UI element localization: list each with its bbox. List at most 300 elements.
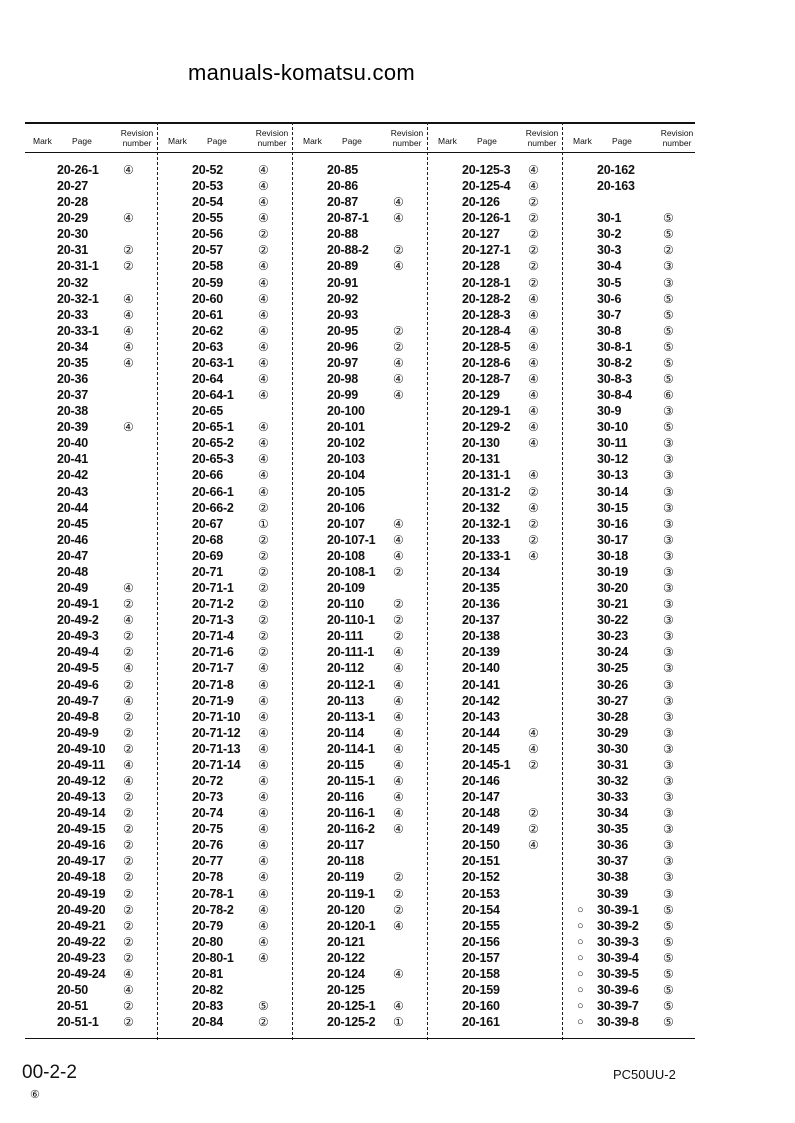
page-cell: 20-160: [462, 999, 500, 1014]
revision-cell: ④: [393, 709, 404, 724]
header-page: Page: [342, 136, 362, 146]
revision-cell: ⑥: [663, 388, 674, 403]
table-row: [160, 934, 295, 950]
mark-cell: ○: [577, 919, 584, 932]
table-row: [25, 837, 160, 853]
page-cell: 20-64: [192, 372, 223, 387]
revision-cell: ④: [393, 548, 404, 563]
page-cell: 20-120-1: [327, 918, 376, 933]
revision-cell: ④: [258, 870, 269, 885]
page-cell: 20-129: [462, 388, 500, 403]
revision-cell: ③: [663, 838, 674, 853]
table-row: [295, 853, 430, 869]
page-cell: 30-39-8: [597, 1015, 639, 1030]
table-row: [295, 950, 430, 966]
revision-cell: ③: [663, 532, 674, 547]
table-row: [295, 484, 430, 500]
table-row: [430, 741, 565, 757]
table-row: [565, 982, 700, 998]
page-cell: 20-35: [57, 355, 88, 370]
revision-cell: ④: [258, 757, 269, 772]
table-row: [565, 998, 700, 1014]
page-cell: 20-162: [597, 163, 635, 177]
page-cell: 20-29: [57, 211, 88, 226]
page-cell: 20-120: [327, 902, 365, 917]
header-page: Page: [207, 136, 227, 146]
table-row: [25, 886, 160, 902]
table-row: [565, 612, 700, 628]
table-row: [565, 403, 700, 419]
page-cell: 20-49-15: [57, 822, 106, 837]
page-cell: 20-81: [192, 966, 223, 981]
table-row: [565, 210, 700, 226]
table-row: [25, 355, 160, 371]
revision-cell: ②: [528, 484, 539, 499]
revision-cell: ④: [258, 339, 269, 354]
page-cell: 20-138: [462, 629, 500, 644]
table-row: [565, 725, 700, 741]
revision-cell: ④: [258, 677, 269, 692]
table-row: [295, 387, 430, 403]
table-row: [295, 789, 430, 805]
table-row: [25, 387, 160, 403]
table-row: [565, 660, 700, 676]
page-cell: 20-107: [327, 516, 365, 531]
table-row: [565, 869, 700, 885]
page-cell: 20-124: [327, 966, 365, 981]
header-revision-line2: number: [527, 138, 557, 148]
table-row: [25, 435, 160, 451]
revision-cell: ②: [393, 564, 404, 579]
page-cell: 20-154: [462, 902, 500, 917]
page-number: 00-2-2: [22, 1062, 77, 1083]
revision-cell: ③: [663, 741, 674, 756]
revision-cell: ④: [258, 854, 269, 869]
revision-cell: ②: [528, 532, 539, 547]
table-row: [430, 210, 565, 226]
revision-cell: ③: [663, 581, 674, 596]
revision-cell: ④: [528, 323, 539, 338]
page-cell: 20-145: [462, 741, 500, 756]
page-cell: 20-71-2: [192, 597, 234, 612]
revision-cell: ②: [528, 227, 539, 242]
header-revision: [385, 128, 429, 148]
page-cell: 30-27: [597, 693, 628, 708]
page-cell: 20-71-4: [192, 629, 234, 644]
table-row: [565, 484, 700, 500]
page-cell: 30-32: [597, 773, 628, 788]
page-cell: 30-2: [597, 227, 622, 242]
revision-cell: ④: [123, 757, 134, 772]
table-row: [565, 467, 700, 483]
page-cell: 20-78: [192, 870, 223, 885]
table-row: [160, 660, 295, 676]
revision-cell: ③: [663, 757, 674, 772]
table-row: [565, 1014, 700, 1030]
page-cell: 20-153: [462, 886, 500, 901]
page-cell: 20-106: [327, 500, 365, 515]
page-cell: 20-156: [462, 934, 500, 949]
table-row: [295, 291, 430, 307]
table-row: [430, 355, 565, 371]
revision-cell: ①: [258, 516, 269, 531]
revision-cell: ②: [528, 757, 539, 772]
table-row: [160, 419, 295, 435]
table-row: [160, 307, 295, 323]
page-cell: 20-133-1: [462, 548, 511, 563]
table-row: [160, 580, 295, 596]
page-cell: 20-122: [327, 950, 365, 965]
revision-cell: ②: [123, 645, 134, 660]
page-cell: 20-56: [192, 227, 223, 242]
page-cell: 30-39-7: [597, 999, 639, 1014]
header-bottom-rule: [25, 152, 695, 153]
table-row: [295, 580, 430, 596]
page-cell: 20-128-3: [462, 307, 511, 322]
table-row: [295, 451, 430, 467]
revision-cell: ③: [663, 709, 674, 724]
page-cell: 30-29: [597, 725, 628, 740]
revision-cell: ②: [393, 597, 404, 612]
revision-cell: ④: [528, 725, 539, 740]
table-row: [25, 371, 160, 387]
table-row: [430, 548, 565, 564]
table-row: [160, 950, 295, 966]
table-row: [430, 789, 565, 805]
table-row: [565, 339, 700, 355]
header-mark: Mark: [303, 136, 322, 146]
header-revision: [250, 128, 294, 148]
table-row: [160, 484, 295, 500]
page-cell: 20-116: [327, 790, 365, 805]
table-row: [295, 725, 430, 741]
page-cell: 20-79: [192, 918, 223, 933]
page-cell: 20-114: [327, 725, 365, 740]
table-row: [295, 918, 430, 934]
revision-cell: ⑤: [663, 291, 674, 306]
page-cell: 20-80-1: [192, 950, 234, 965]
table-bottom-rule: [25, 1038, 695, 1039]
revision-cell: ②: [123, 902, 134, 917]
table-row: [295, 162, 430, 178]
table-row: [25, 194, 160, 210]
page-cell: 20-76: [192, 838, 223, 853]
table-top-rule: [25, 122, 695, 124]
page-cell: 20-108-1: [327, 564, 376, 579]
table-row: [565, 371, 700, 387]
page-cell: 20-67: [192, 516, 223, 531]
page-cell: 20-83: [192, 999, 223, 1014]
table-row: [25, 628, 160, 644]
page-cell: 20-119-1: [327, 886, 375, 901]
page-cell: 30-1: [597, 211, 622, 226]
revision-cell: ③: [663, 886, 674, 901]
page-cell: 30-39: [597, 886, 628, 901]
revision-cell: ②: [258, 645, 269, 660]
page-cell: 20-49-24: [57, 966, 106, 981]
table-row: [430, 226, 565, 242]
revision-cell: ④: [393, 999, 404, 1014]
header-revision-line2: number: [257, 138, 287, 148]
mark-cell: ○: [577, 951, 584, 964]
page-cell: 20-49-21: [57, 918, 106, 933]
table-row: [430, 934, 565, 950]
page-cell: 30-39-1: [597, 902, 639, 917]
page-cell: 20-49-8: [57, 709, 99, 724]
revision-cell: ④: [258, 725, 269, 740]
row-list: [565, 162, 700, 1030]
page-cell: 20-129-1: [462, 404, 511, 419]
revision-cell: ③: [663, 452, 674, 467]
table-row: [565, 548, 700, 564]
header-mark: Mark: [573, 136, 592, 146]
revision-cell: ②: [393, 886, 404, 901]
table-row: [160, 467, 295, 483]
page-cell: 20-157: [462, 950, 500, 965]
table-row: [160, 548, 295, 564]
page-cell: 20-125-3: [462, 163, 511, 177]
page-cell: 20-60: [192, 291, 223, 306]
table-row: [430, 677, 565, 693]
table-row: [25, 596, 160, 612]
page-cell: 20-161: [462, 1015, 500, 1030]
page-cell: 20-78-2: [192, 902, 234, 917]
page-cell: 30-21: [597, 597, 628, 612]
revision-cell: ④: [258, 211, 269, 226]
table-row: [25, 869, 160, 885]
page-cell: 20-115-1: [327, 773, 375, 788]
table-row: [430, 291, 565, 307]
header-page: Page: [477, 136, 497, 146]
page-cell: 20-49-6: [57, 677, 99, 692]
table-row: [430, 580, 565, 596]
table-row: [565, 258, 700, 274]
revision-cell: ②: [393, 902, 404, 917]
table-row: [295, 532, 430, 548]
page-cell: 20-125: [327, 982, 365, 997]
table-row: [25, 178, 160, 194]
revision-cell: ②: [528, 259, 539, 274]
page-cell: 20-62: [192, 323, 223, 338]
table-row: [25, 403, 160, 419]
header-mark: Mark: [33, 136, 52, 146]
table-row: [295, 660, 430, 676]
table-row: [430, 837, 565, 853]
table-row: [430, 853, 565, 869]
revision-cell: ③: [663, 773, 674, 788]
page-cell: 30-39-2: [597, 918, 639, 933]
table-row: [160, 709, 295, 725]
page-cell: 20-109: [327, 581, 365, 596]
table-row: [160, 918, 295, 934]
revision-cell: ②: [528, 243, 539, 258]
table-row: [25, 532, 160, 548]
table-row: [295, 258, 430, 274]
page-cell: 30-17: [597, 532, 628, 547]
table-row: [295, 355, 430, 371]
page-cell: 30-33: [597, 790, 628, 805]
table-row: [565, 950, 700, 966]
table-row: [25, 789, 160, 805]
revision-cell: ②: [123, 741, 134, 756]
table-row: [25, 950, 160, 966]
table-row: [295, 403, 430, 419]
revision-cell: ②: [123, 838, 134, 853]
table-row: [430, 805, 565, 821]
revision-cell: ④: [123, 420, 134, 435]
revision-cell: ④: [393, 195, 404, 210]
table-row: [160, 371, 295, 387]
page-cell: 20-49: [57, 581, 88, 596]
revision-cell: ④: [393, 966, 404, 981]
page-cell: 20-54: [192, 195, 223, 210]
page-cell: 20-111-1: [327, 645, 375, 660]
page-cell: 20-71-7: [192, 661, 234, 676]
table-row: [25, 982, 160, 998]
revision-cell: ④: [258, 388, 269, 403]
revision-cell: ④: [393, 741, 404, 756]
revision-cell: ④: [258, 886, 269, 901]
mark-cell: ○: [577, 1000, 584, 1013]
table-row: [565, 178, 700, 194]
row-list: [25, 162, 160, 1030]
page-cell: 30-28: [597, 709, 628, 724]
table-row: [160, 178, 295, 194]
revision-cell: ②: [123, 709, 134, 724]
table-row: [25, 918, 160, 934]
table-row: [565, 387, 700, 403]
revision-cell: ③: [663, 790, 674, 805]
mark-cell: ○: [577, 983, 584, 996]
page-cell: 20-95: [327, 323, 358, 338]
table-row: [430, 532, 565, 548]
header-revision-line2: number: [662, 138, 692, 148]
page-cell: 20-38: [57, 404, 88, 419]
page-cell: 20-65: [192, 404, 223, 419]
page-cell: 20-72: [192, 773, 223, 788]
revision-cell: ②: [258, 629, 269, 644]
revision-cell: ②: [258, 548, 269, 563]
header-page: Page: [612, 136, 632, 146]
table-row: [160, 258, 295, 274]
table-row: [430, 693, 565, 709]
revision-cell: ②: [123, 822, 134, 837]
page-cell: 30-8: [597, 323, 622, 338]
table-row: [295, 677, 430, 693]
table-row: [430, 162, 565, 178]
table-row: [295, 628, 430, 644]
page-cell: 30-13: [597, 468, 628, 483]
table-row: [565, 194, 700, 210]
header-revision: [520, 128, 564, 148]
revision-cell: ②: [393, 243, 404, 258]
table-row: [160, 435, 295, 451]
page-cell: 20-85: [327, 163, 358, 177]
table-row: [160, 226, 295, 242]
page-cell: 20-132-1: [462, 516, 511, 531]
revision-cell: ④: [258, 902, 269, 917]
revision-cell: ③: [663, 854, 674, 869]
page-cell: 20-71-13: [192, 741, 241, 756]
table-row: [565, 564, 700, 580]
table-row: [565, 516, 700, 532]
page-cell: 20-31: [57, 243, 88, 258]
page-cell: 20-44: [57, 500, 88, 515]
revision-cell: ④: [393, 372, 404, 387]
table-row: [25, 451, 160, 467]
revision-cell: ⑤: [663, 211, 674, 226]
page-cell: 20-46: [57, 532, 88, 547]
page-cell: 20-59: [192, 275, 223, 290]
table-row: [565, 773, 700, 789]
revision-cell: ③: [663, 436, 674, 451]
table-row: [25, 467, 160, 483]
page-cell: 20-97: [327, 355, 358, 370]
page-cell: 20-98: [327, 372, 358, 387]
revision-cell: ④: [123, 163, 134, 177]
revision-cell: ②: [258, 227, 269, 242]
page-cell: 20-112-1: [327, 677, 375, 692]
page-cell: 30-22: [597, 613, 628, 628]
revision-cell: ④: [123, 966, 134, 981]
revision-cell: ⑤: [663, 902, 674, 917]
page-cell: 20-49-20: [57, 902, 106, 917]
table-row: [25, 660, 160, 676]
revision-cell: ⑤: [663, 420, 674, 435]
page-cell: 20-88: [327, 227, 358, 242]
table-row: [295, 242, 430, 258]
page-cell: 20-136: [462, 597, 500, 612]
table-row: [160, 821, 295, 837]
revision-cell: ②: [528, 822, 539, 837]
page-cell: 20-84: [192, 1015, 223, 1030]
revision-cell: ④: [258, 420, 269, 435]
revision-cell: ④: [258, 323, 269, 338]
table-row: [430, 307, 565, 323]
table-row: [25, 934, 160, 950]
table-row: [25, 612, 160, 628]
table-row: [565, 918, 700, 934]
table-row: [295, 275, 430, 291]
table-row: [25, 226, 160, 242]
table-row: [565, 435, 700, 451]
page-cell: 20-139: [462, 645, 500, 660]
revision-cell: ③: [663, 806, 674, 821]
table-row: [295, 596, 430, 612]
page-cell: 20-82: [192, 982, 223, 997]
page-cell: 20-89: [327, 259, 358, 274]
table-row: [430, 339, 565, 355]
table-row: [295, 339, 430, 355]
revision-cell: ②: [258, 1015, 269, 1030]
revision-cell: ④: [528, 372, 539, 387]
revision-cell: ⑤: [663, 339, 674, 354]
table-row: [430, 596, 565, 612]
table-row: [295, 709, 430, 725]
page-cell: 20-142: [462, 693, 500, 708]
table-row: [25, 1014, 160, 1030]
page-cell: 30-36: [597, 838, 628, 853]
page-cell: 20-71-10: [192, 709, 241, 724]
page-cell: 20-125-2: [327, 1015, 376, 1030]
revision-cell: ④: [393, 677, 404, 692]
header-revision-line2: number: [122, 138, 152, 148]
revision-cell: ④: [393, 757, 404, 772]
revision-cell: ②: [123, 629, 134, 644]
page-cell: 30-14: [597, 484, 628, 499]
table-row: [160, 693, 295, 709]
revision-cell: ④: [258, 741, 269, 756]
